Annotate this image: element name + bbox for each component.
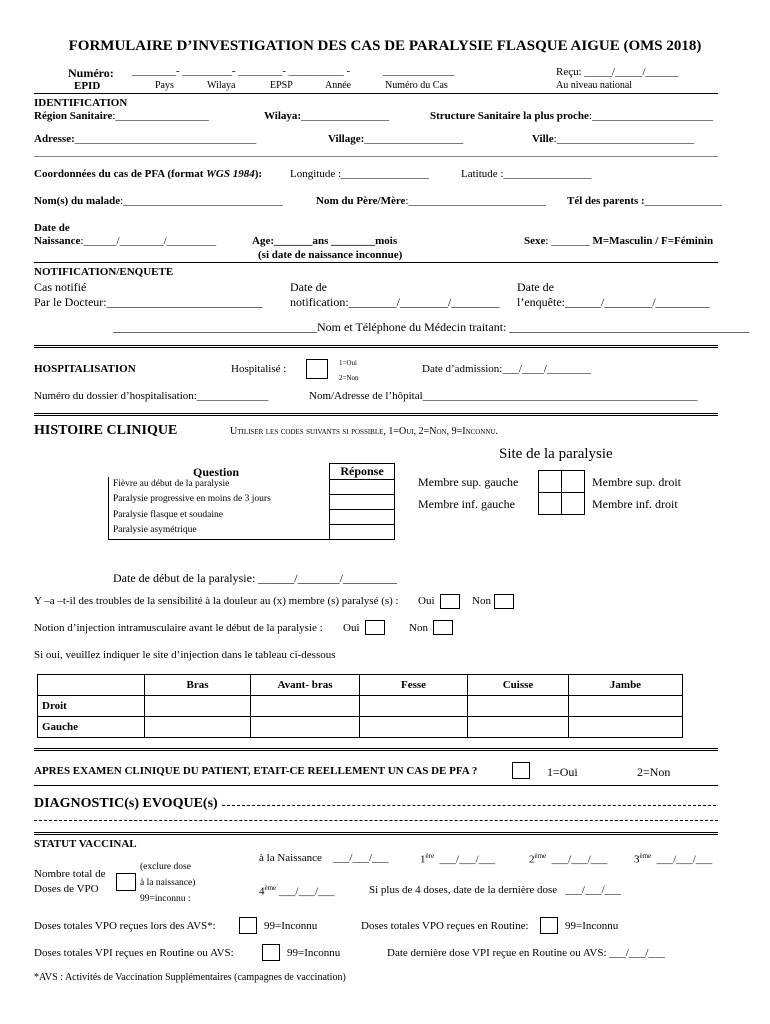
table-header: Bras [145,675,251,696]
injection-question: Notion d’injection intramusculaire avant le début de la paralysie : [34,622,323,634]
dose-2-field[interactable]: 2ème ___/___/___ [529,852,608,866]
routine-inconnu: 99=Inconnu [565,920,619,932]
oui-code: 1=Oui [339,359,357,367]
ville-label: Ville [532,133,554,145]
nom-malade-label: Nom(s) du malade [34,195,121,207]
row-label: Droit [38,696,145,717]
diagnostic-heading: DIAGNOSTIC(s) EVOQUE(s) [34,796,218,811]
table-cell[interactable] [251,696,360,717]
notification-heading: NOTIFICATION/ENQUETE [34,266,174,278]
annee-label: Année [325,80,352,91]
naissance-field[interactable]: Naissance:______/________/_________ [34,235,217,247]
region-label: Région Sanitaire [34,110,113,122]
date-admission-field[interactable]: Date d’admission:___/____/________ [422,363,591,375]
recu-field[interactable]: Reçu: _____/_____/______ [556,66,679,78]
pfa-confirm-checkbox[interactable] [512,762,530,779]
adresse-label: Adresse: [34,133,75,145]
nom-malade-field[interactable]: Nom(s) du malade:_____________________________ [34,195,283,207]
avs-footnote: *AVS : Activités de Vaccination Supplémentaires (campagnes de vaccination) [34,972,346,983]
injection-site-table [37,674,683,738]
membre-sup-droit: Membre sup. droit [592,475,681,489]
question-header: Question [193,465,240,479]
coords-label: Coordonnées du cas de PFA (format WGS 1984): [34,168,263,180]
vpi-date-field[interactable]: Date dernière dose VPI reçue en Routine ou AVS: ___/___/___ [387,947,665,959]
date-notification-field[interactable]: notification:________/________/________ [290,295,500,309]
age-note: (si date de naissance inconnue) [258,249,403,261]
table-header: Jambe [569,675,683,696]
exclure-note: (exclure dose [140,862,191,872]
doses-vpo-label: Doses de VPO [34,883,99,895]
diagnostic-line-2[interactable] [34,820,718,821]
wilaya-field[interactable]: Wilaya:________________ [264,110,390,122]
table-corner-cell [38,675,145,696]
wilaya-name-label: Wilaya: [264,110,302,122]
vpi-box[interactable] [262,944,280,961]
dose-4-field[interactable]: 4ème ___/___/___ [259,884,335,898]
pfa-non-code: 2=Non [637,765,671,779]
table-header: Cuisse [468,675,569,696]
table-cell[interactable] [145,717,251,738]
hospitalise-label: Hospitalisé : [231,363,287,375]
avs-box[interactable] [239,917,257,934]
age-field[interactable]: Age:_______ans ________mois [252,235,398,247]
naissance-note: à la naissance) [140,878,196,888]
date-de-label: Date de [34,222,70,234]
vpi-inconnu: 99=Inconnu [287,947,341,959]
village-label: Village: [328,133,365,145]
codes-instruction: Utiliser les codes suivants si possible, 1=Oui, 2=Non, 9=Inconnu. [230,426,499,437]
sensibilite-non-checkbox[interactable] [494,594,514,609]
reponse-cell[interactable] [330,510,395,525]
cas-notifie-label: Cas notifié [34,280,87,294]
table-header: Fesse [360,675,468,696]
numero-cas-label: Numéro du Cas [385,80,448,91]
reponse-cell[interactable] [330,495,395,510]
vpi-label: Doses totales VPI reçues en Routine ou AVS: [34,947,234,959]
injection-non-checkbox[interactable] [433,620,453,635]
date-notification-label-1: Date de [290,280,327,294]
sensibilite-oui-label: Oui [418,595,435,607]
avs-inconnu: 99=Inconnu [264,920,318,932]
par-docteur-field[interactable]: Par le Docteur:__________________________ [34,295,263,309]
date-debut-field[interactable]: Date de début de la paralysie: ______/_______/_________ [113,571,397,585]
avs-label: Doses totales VPO reçues lors des AVS*: [34,920,216,932]
site-sup-droit-cell[interactable] [562,471,585,493]
reponse-cell[interactable] [330,525,395,540]
reponse-cell[interactable] [330,480,395,495]
sexe-codes: M=Masculin / F=Féminin [592,235,714,247]
doses-vpo-box[interactable] [116,873,136,891]
injection-non-label: Non [409,622,428,634]
routine-label: Doses totales VPO reçues en Routine: [361,920,529,932]
question-item: Paralysie progressive en moins de 3 jours [113,494,271,504]
nom-pere-field[interactable]: Nom du Père/Mère:_________________________ [316,195,546,207]
site-inf-gauche-cell[interactable] [539,493,562,515]
inconnu-note: 99=inconnu : [140,894,191,904]
epsp-label: EPSP [270,80,293,91]
membre-inf-droit: Membre inf. droit [592,497,678,511]
membre-sup-gauche: Membre sup. gauche [418,475,519,489]
dose-naissance-field[interactable]: à la Naissance ___/___/___ [259,852,389,864]
dose-1-field[interactable]: 1ère ___/___/___ [420,852,496,866]
membre-inf-gauche: Membre inf. gauche [418,497,515,511]
hospitalisation-heading: HOSPITALISATION [34,363,136,375]
dossier-field[interactable]: Numéro du dossier d’hospitalisation:_____________ [34,390,269,402]
non-code: 2=Non [339,374,359,382]
table-cell[interactable] [468,717,569,738]
region-field[interactable]: Région Sanitaire:_________________ [34,110,209,122]
site-paralysie-grid [538,470,585,515]
table-header: Avant- bras [251,675,360,696]
vaccinal-heading: STATUT VACCINAL [34,838,137,850]
medecin-field[interactable]: __________________________________Nom et Téléphone du Médecin traitant: ________________________________________ [113,320,750,334]
site-sup-gauche-cell[interactable] [539,471,562,493]
sexe-label: Sexe [524,235,546,247]
table-row [38,717,683,738]
sensibilite-non-label: Non [472,595,491,607]
ville-field[interactable]: Ville:_________________________ [532,133,695,145]
injection-oui-checkbox[interactable] [365,620,385,635]
structure-label: Structure Sanitaire la plus proche [430,110,589,122]
date-enquete-field[interactable]: l’enquête:______/________/_________ [517,295,710,309]
recu-sub-label: Au niveau national [556,80,633,91]
routine-box[interactable] [540,917,558,934]
question-item: Paralysie asymétrique [113,525,197,535]
reponse-header: Réponse [330,464,395,480]
table-cell[interactable] [569,696,683,717]
sexe-field[interactable]: Sexe: _______ M=Masculin / F=Féminin [524,235,714,247]
sensibilite-question: Y –a –t-il des troubles de la sensibilité à la douleur au (x) membre (s) paralysé (s) : [34,595,399,607]
sensibilite-oui-checkbox[interactable] [440,594,460,609]
numero-label: Numéro: [68,66,114,80]
table-row [38,696,683,717]
injection-oui-label: Oui [343,622,360,634]
apres-examen-question: APRES EXAMEN CLINIQUE DU PATIENT, ETAIT-CE REELLEMENT UN CAS DE PFA ? [34,765,478,777]
table-cell[interactable] [360,696,468,717]
numero-cas-field[interactable]: _____________ [383,65,455,77]
adresse-field[interactable]: Adresse:_________________________________ [34,133,257,145]
longitude-field[interactable]: Longitude :________________ [290,168,430,180]
hopital-field[interactable]: Nom/Adresse de l’hôpital__________________________________________________ [309,390,698,402]
reponse-table [329,463,395,540]
table-cell[interactable] [360,717,468,738]
village-field[interactable]: Village:__________________ [328,133,464,145]
histoire-heading: HISTOIRE CLINIQUE [34,423,178,438]
table-cell[interactable] [468,696,569,717]
derniere-dose-field[interactable]: Si plus de 4 doses, date de la dernière dose ___/___/___ [369,884,622,896]
identification-heading: IDENTIFICATION [34,97,128,109]
table-cell[interactable] [145,696,251,717]
nombre-total-label: Nombre total de [34,868,106,880]
question-item: Paralysie flasque et soudaine [113,510,224,520]
naissance-label: Naissance [34,235,81,247]
table-cell[interactable] [251,717,360,738]
row-label: Gauche [38,717,145,738]
wilaya-label: Wilaya [207,80,236,91]
dose-3-field[interactable]: 3ème ___/___/___ [634,852,713,866]
pfa-oui-code: 1=Oui [547,765,578,779]
hospitalise-checkbox[interactable] [306,359,328,379]
table-cell[interactable] [569,717,683,738]
nom-pere-label: Nom du Père/Mère [316,195,406,207]
latitude-field[interactable]: Latitude :________________ [461,168,592,180]
epid-label: EPID [74,80,101,92]
diagnostic-line[interactable] [222,805,716,806]
page-title: FORMULAIRE D’INVESTIGATION DES CAS DE PARALYSIE FLASQUE AIGUE (OMS 2018) [68,38,702,54]
site-inf-droit-cell[interactable] [562,493,585,515]
tel-field[interactable]: Tél des parents :______________ [567,195,722,207]
site-paralysie-title: Site de la paralysie [499,446,613,462]
question-item: Fièvre au début de la paralysie [113,479,230,489]
site-injection-instruction: Si oui, veuillez indiquer le site d’injection dans le tableau ci-dessous [34,649,336,661]
tel-label: Tél des parents : [567,195,645,207]
structure-field[interactable]: Structure Sanitaire la plus proche:______________________ [430,110,713,122]
pays-label: Pays [155,80,174,91]
date-enquete-label-1: Date de [517,280,554,294]
numero-field[interactable]: ________- _________- ________- __________ - [132,65,351,77]
